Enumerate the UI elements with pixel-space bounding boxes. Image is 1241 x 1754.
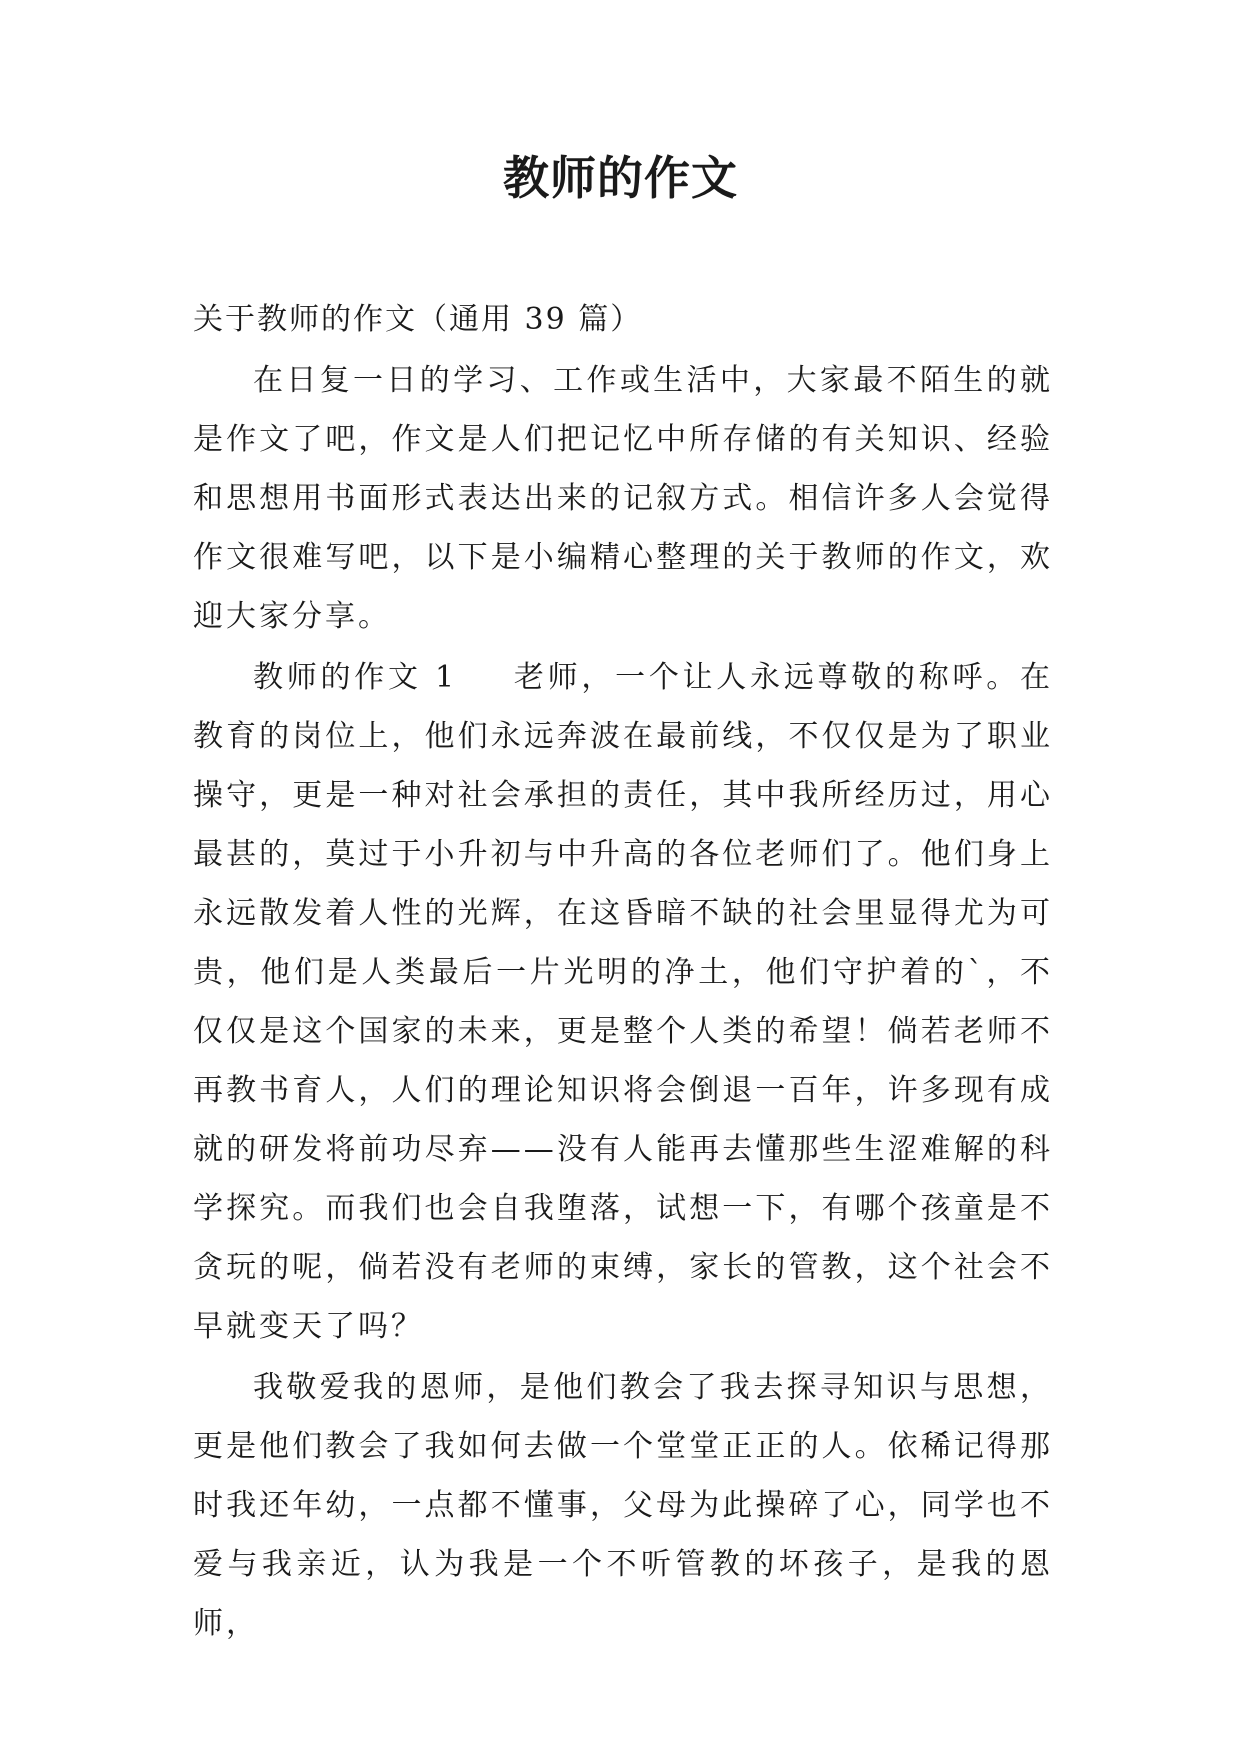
document-body bbox=[193, 290, 1053, 1655]
essay-paragraph-1-text: 老师，一个让人永远尊敬的称呼。在教育的岗位上，他们永远奔波在最前线，不仅仅是为了职业操守，更是一种对社会承担的责任，其中我所经历过，用心最甚的，莫过于小升初与中升高的各位老师们了。他们身上永远散发着人性的光辉，在这昏暗不缺的社会里显得尤为可贵，他们是人类最后一片光明的净土，他们守护着的`，不仅仅是这个国家的未来，更是整个人类的希望！倘若老师不再教书育人，人们的理论知识将会倒退一百年，许多现有成就的研发将前功尽弃——没有人能再去懂那些生涩难解的科学探究。而我们也会自我堕落，试想一下，有哪个孩童是不贪玩的呢，倘若没有老师的束缚，家长的管教，这个社会不早就变天了吗？ bbox=[193, 660, 1054, 1344]
essay-paragraph-2: 我敬爱我的恩师，是他们教会了我去探寻知识与思想，更是他们教会了我如何去做一个堂堂正正的人。依稀记得那时我还年幼，一点都不懂事，父母为此操碎了心，同学也不爱与我亲近，认为我是一个不听管教的坏孩子，是我的恩师， bbox=[193, 1370, 1053, 1641]
document-subtitle: 关于教师的作文（通用 39 篇） bbox=[193, 302, 643, 337]
essay-heading: 教师的作文 1 bbox=[253, 660, 458, 695]
intro-paragraph: 在日复一日的学习、工作或生活中，大家最不陌生的就是作文了吧，作文是人们把记忆中所存储的有关知识、经验和思想用书面形式表达出来的记叙方式。相信许多人会觉得作文很难写吧，以下是小编精心整理的关于教师的作文，欢迎大家分享。 bbox=[193, 363, 1053, 634]
essay-paragraph-1 bbox=[193, 648, 1053, 1356]
document-title: 教师的作文 bbox=[503, 151, 738, 205]
